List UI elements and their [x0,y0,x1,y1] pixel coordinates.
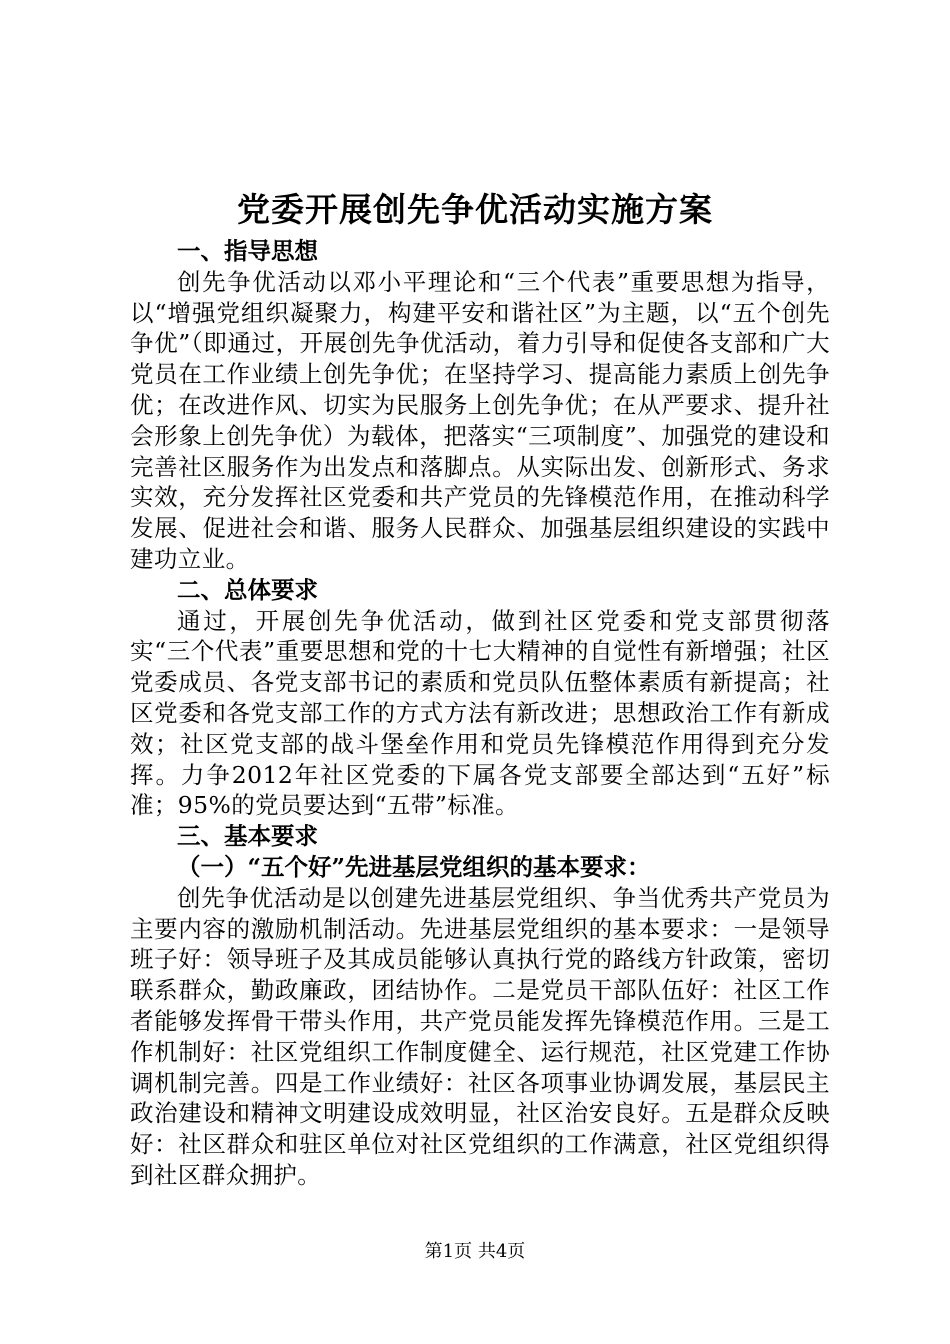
section-subheading: （一）“五个好”先进基层党组织的基本要求： [177,852,651,881]
page-footer: 第1页 共4页 [424,1241,526,1262]
document-body [130,236,830,1191]
section-paragraph: 通过，开展创先争优活动，做到社区党委和党支部贯彻落实“三个代表”重要思想和党的十七大精神的自觉性有新增强；社区党委成员、各党支部书记的素质和党员队伍整体素质有新提高；社区党委和各党支部工作的方式方法有新改进；思想政治工作有新成效；社区党支部的战斗堡垒作用和党员先锋模范作用得到充分发挥。力争2012年社区党委的下属各党支部要全部达到“五好”标准；95%的党员要达到“五带”标准。 [130,606,830,820]
section-paragraph: 创先争优活动是以创建先进基层党组织、争当优秀共产党员为主要内容的激励机制活动。先进基层党组织的基本要求：一是领导班子好：领导班子及其成员能够认真执行党的路线方针政策，密切联系群众，勤政廉政，团结协作。二是党员干部队伍好：社区工作者能够发挥骨干带头作用，共产党员能发挥先锋模范作用。三是工作机制好：社区党组织工作制度健全、运行规范，社区党建工作协调机制完善。四是工作业绩好：社区各项事业协调发展，基层民主政治建设和精神文明建设成效明显，社区治安良好。五是群众反映好：社区群众和驻区单位对社区党组织的工作满意，社区党组织得到社区群众拥护。 [130,883,830,1189]
section-heading-guiding-ideology: 一、指导思想 [177,237,318,265]
section-paragraph: 创先争优活动以邓小平理论和“三个代表”重要思想为指导，以“增强党组织凝聚力，构建平安和谐社区”为主题，以“五个创先争优”（即通过，开展创先争优活动，着力引导和促使各支部和广大党员在工作业绩上创先争优；在坚持学习、提高能力素质上创先争优；在改进作风、切实为民服务上创先争优；在从严要求、提升社会形象上创先争优）为载体，把落实“三项制度”、加强党的建设和完善社区服务作为出发点和落脚点。从实际出发、创新形式、务求实效，充分发挥社区党委和共产党员的先锋模范作用，在推动科学发展、促进社会和谐、服务人民群众、加强基层组织建设的实践中建功立业。 [130,267,830,573]
section-heading-overall-requirements: 二、总体要求 [177,575,318,604]
section-heading-basic-requirements: 三、基本要求 [177,822,318,851]
document-title: 党委开展创先争优活动实施方案 [237,190,713,229]
